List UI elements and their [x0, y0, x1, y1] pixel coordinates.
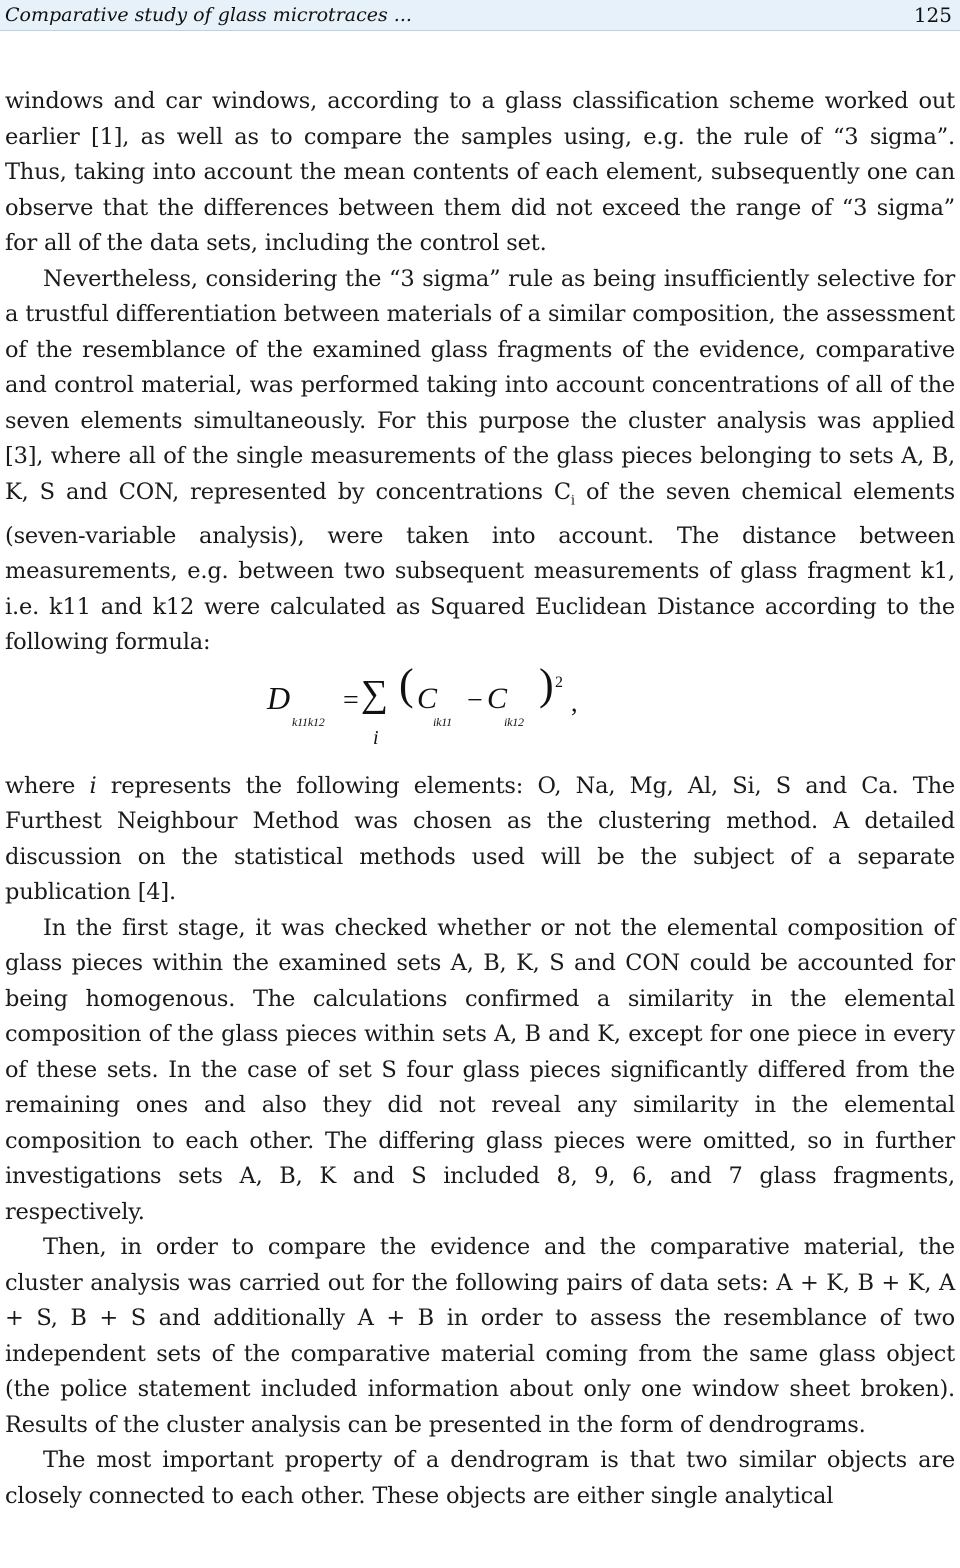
formula-exponent: 2 — [555, 673, 563, 691]
page-number: 125 — [913, 3, 952, 27]
paragraph-5: Then, in order to compare the evidence and the comparative material, the cluster analysis was carried out for the following pairs of data sets: A + K, B + K, A + S, B + S and additionally A + B in order to assess the resemblance of two independent sets of the comparative material coming from the same glass object (the police statement included information about only one window sheet broken). Results of the cluster analysis can be presented in the form of dendrograms. — [5, 1234, 955, 1438]
formula-c-first: C — [417, 681, 437, 715]
paragraph-3-part-b: represents the following elements: O, Na, Mg, Al, Si, S and Ca. The Furthest Neighbour Method was chosen as the clustering method. A detailed discussion on the statistical methods used will be the subject of a separate publication [4]. — [5, 772, 955, 905]
paragraph-2-part-a: Nevertheless, considering the “3 sigma” rule as being insufficiently selective for a trustful differentiation between materials of a similar composition, the assessment of the resemblance of the examined glass fragments of the evidence, comparative and control material, was performed taking into account concentrations of all of the seven elements simultaneously. For this purpose the cluster analysis was applied [3], where all of the single measurements of the glass pieces belonging to sets A, B, K, S and CON, represented by concentrations C — [5, 265, 955, 505]
formula-comma: , — [571, 687, 578, 717]
formula-right-paren: ) — [539, 659, 554, 709]
running-title: Comparative study of glass microtraces ... — [5, 4, 412, 26]
paragraph-3-part-a: where — [5, 772, 90, 799]
element-index-variable: i — [89, 772, 97, 799]
paragraph-2 — [5, 262, 955, 661]
paragraph-6: The most important property of a dendrogram is that two similar objects are closely connected to each other. These objects are either single analytical — [5, 1447, 955, 1509]
formula-distance-symbol: D — [267, 679, 290, 716]
distance-formula — [5, 661, 955, 769]
formula-minus: − — [467, 684, 483, 716]
formula-c-second-subscript: ik12 — [504, 714, 524, 729]
concentration-subscript: i — [570, 493, 575, 508]
formula-left-paren: ( — [399, 659, 414, 709]
paragraph-1: windows and car windows, according to a glass classification scheme worked out earlier [1], as well as to compare the samples using, e.g. the rule of “3 sigma”. Thus, taking into account the mean contents of each element, subsequently one can observe that the differences between them did not exceed the range of “3 sigma” for all of the data sets, including the control set. — [5, 88, 955, 256]
formula-equals: = — [343, 684, 359, 716]
paragraph-3 — [5, 769, 955, 911]
formula-distance-subscript: k11k12 — [292, 714, 325, 729]
page-header — [0, 0, 960, 31]
formula-sum-symbol: ∑ — [361, 672, 388, 715]
formula-c-first-subscript: ik11 — [433, 714, 452, 729]
formula-c-second: C — [487, 681, 507, 715]
paragraph-2-part-b: of the seven chemical elements (seven-variable analysis), were taken into account. The distance between measurements, e.g. between two subsequent measurements of glass fragment k1, i.e. k11 and k12 were calculated as Squared Euclidean Distance according to the following formula: — [5, 478, 955, 655]
article-body — [5, 84, 955, 1514]
paragraph-4: In the first stage, it was checked whether or not the elemental composition of glass pieces within the examined sets A, B, K, S and CON could be accounted for being homogenous. The calculations confirmed a similarity in the elemental composition of the glass pieces within sets A, B and K, except for one piece in every of these sets. In the case of set S four glass pieces significantly differed from the remaining ones and also they did not reveal any similarity in the elemental composition to each other. The differing glass pieces were omitted, so in further investigations sets A, B, K and S included 8, 9, 6, and 7 glass fragments, respectively. — [5, 914, 955, 1225]
formula-sum-index: i — [373, 726, 379, 749]
